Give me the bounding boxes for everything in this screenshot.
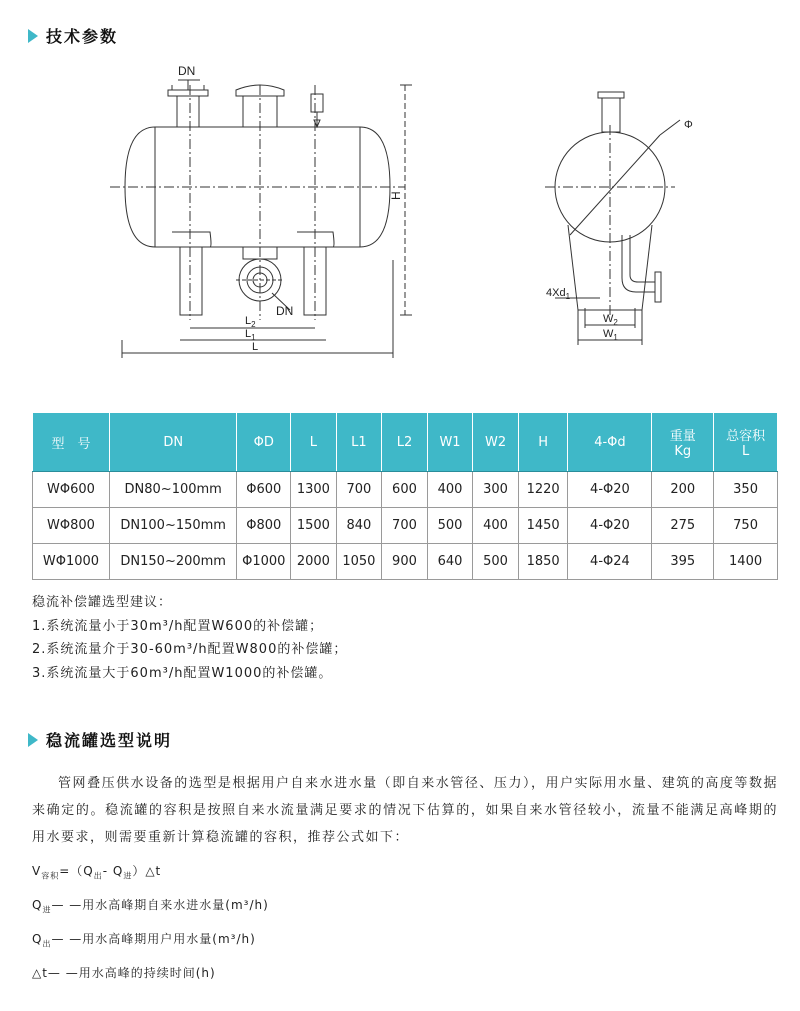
col-header-weight: 重量 Kg (652, 413, 714, 472)
formula-delta-t: △t— —用水高峰的持续时间(h) (32, 966, 216, 980)
note-item: 3.系统流量大于60m³/h配置W1000的补偿罐。 (32, 665, 333, 681)
cell-weight: 275 (652, 508, 714, 544)
formula-volume: $V_{容积}=(Q_出-$ $Q_进)\triangle t$ (32, 864, 162, 881)
col-header-w1: W1 (427, 413, 473, 472)
cell-volume: 350 (714, 472, 778, 508)
col-header-l1: L1 (336, 413, 382, 472)
col-header-holes: 4-Φd (568, 413, 652, 472)
section-header-tech-params (28, 24, 118, 47)
cell-w1: 400 (427, 472, 473, 508)
section-title: 技术参数 (46, 27, 119, 46)
col-header-l: L (291, 413, 337, 472)
cell-l1: 700 (336, 472, 382, 508)
cell-w1: 640 (427, 544, 473, 580)
phi-label: Φ (684, 119, 693, 131)
cell-w2: 300 (473, 472, 519, 508)
note-item: 1.系统流量小于30m³/h配置W600的补偿罐； (32, 618, 324, 634)
cell-dn: DN150~200mm (109, 544, 237, 580)
h-dim-label: H (389, 191, 403, 200)
cell-w2: 400 (473, 508, 519, 544)
col-header-dn: DN (109, 413, 237, 472)
formula-q-in: $Q_进—$ —用水高峰期自来水进水量(m³/h) (32, 898, 269, 915)
col-header-volume: 总容积 L (714, 413, 778, 472)
cell-l2: 900 (382, 544, 428, 580)
l1-dim-label: $L_1$ (245, 328, 256, 342)
cell-l: 2000 (291, 544, 337, 580)
w1-dim-label: $W_1$ (603, 328, 618, 342)
triangle-bullet-icon (28, 733, 38, 747)
table-header-row (33, 413, 778, 472)
cell-model: WΦ600 (33, 472, 110, 508)
col-header-phid: ΦD (237, 413, 291, 472)
formula-q-out: $Q_出—$ —用水高峰期用户用水量(m³/h) (32, 932, 256, 949)
cell-model: WΦ1000 (33, 544, 110, 580)
cell-volume: 1400 (714, 544, 778, 580)
cell-h: 1850 (518, 544, 568, 580)
cell-phid: Φ600 (237, 472, 291, 508)
cell-phid: Φ1000 (237, 544, 291, 580)
cell-w2: 500 (473, 544, 519, 580)
cell-holes: 4-Φ24 (568, 544, 652, 580)
note-item: 2.系统流量介于30-60m³/h配置W800的补偿罐； (32, 642, 348, 657)
cell-h: 1450 (518, 508, 568, 544)
cell-h: 1220 (518, 472, 568, 508)
table-row (33, 508, 778, 544)
cell-l: 1500 (291, 508, 337, 544)
l-dim-label: L (252, 341, 259, 353)
cell-weight: 395 (652, 544, 714, 580)
triangle-bullet-icon (28, 29, 38, 43)
cell-holes: 4-Φ20 (568, 508, 652, 544)
dn-bottom-label: DN (276, 304, 294, 318)
cell-l1: 840 (336, 508, 382, 544)
l2-dim-label: $L_2$ (245, 315, 256, 329)
cell-phid: Φ800 (237, 508, 291, 544)
w2-dim-label: $W_2$ (603, 313, 618, 327)
cell-w1: 500 (427, 508, 473, 544)
cell-holes: 4-Φ20 (568, 472, 652, 508)
notes-title: 稳流补偿罐选型建议： (32, 595, 173, 610)
description-paragraph (32, 770, 778, 851)
cell-l2: 700 (382, 508, 428, 544)
dn-top-label: DN (178, 64, 196, 78)
cell-l1: 1050 (336, 544, 382, 580)
selection-notes (32, 591, 347, 685)
section-header-selection (28, 728, 172, 751)
col-header-h: H (518, 413, 568, 472)
section-title: 稳流罐选型说明 (46, 731, 173, 750)
cell-weight: 200 (652, 472, 714, 508)
cell-l: 1300 (291, 472, 337, 508)
paragraph-text: 管网叠压供水设备的选型是根据用户自来水进水量（即自来水管径、压力），用户实际用水量、建筑的高度等数据来确定的。稳流罐的容积是按照自来水流量满足要求的情况下估算的，如果自来水管径较小，流量不能满足高峰期的用水要求，则需要重新计算稳流罐的容积，推荐公式如下： (32, 776, 778, 845)
tank-technical-drawing (100, 60, 700, 365)
table-row (33, 472, 778, 508)
table-row (33, 544, 778, 580)
hole-label: $4Xd_1$ (546, 287, 571, 301)
spec-table (32, 412, 778, 580)
cell-model: WΦ800 (33, 508, 110, 544)
col-header-w2: W2 (473, 413, 519, 472)
col-header-l2: L2 (382, 413, 428, 472)
cell-dn: DN100~150mm (109, 508, 237, 544)
cell-volume: 750 (714, 508, 778, 544)
cell-dn: DN80~100mm (109, 472, 237, 508)
cell-l2: 600 (382, 472, 428, 508)
col-header-model: 型 号 (33, 413, 110, 472)
